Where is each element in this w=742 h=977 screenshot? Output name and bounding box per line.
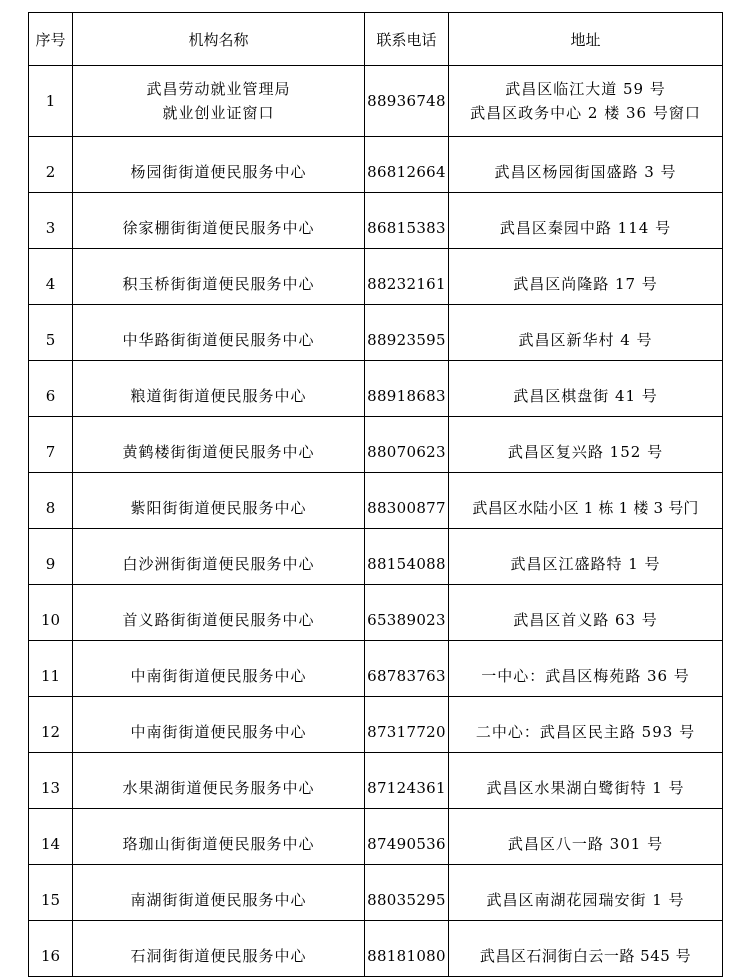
row-phone: 87317720 xyxy=(365,697,449,753)
row-name: 南湖街街道便民服务中心 xyxy=(73,865,365,921)
table-row xyxy=(29,249,723,305)
table-row xyxy=(29,66,723,137)
header-phone: 联系电话 xyxy=(365,13,449,66)
row-index: 12 xyxy=(29,697,73,753)
row-name: 徐家棚街街道便民服务中心 xyxy=(73,193,365,249)
row-address: 武昌区新华村 4 号 xyxy=(449,305,723,361)
row-name: 石洞街街道便民服务中心 xyxy=(73,921,365,977)
row-index: 9 xyxy=(29,529,73,585)
row-name: 紫阳街街道便民服务中心 xyxy=(73,473,365,529)
row-phone: 88154088 xyxy=(365,529,449,585)
table-row xyxy=(29,809,723,865)
row-index: 5 xyxy=(29,305,73,361)
row-phone: 87124361 xyxy=(365,753,449,809)
row-name-line: 武昌劳动就业管理局 xyxy=(146,80,291,98)
row-phone: 88035295 xyxy=(365,865,449,921)
row-address-line: 武昌区临江大道 59 号 xyxy=(505,80,666,98)
row-name: 中华路街街道便民服务中心 xyxy=(73,305,365,361)
row-address: 武昌区棋盘街 41 号 xyxy=(449,361,723,417)
row-name-line: 就业创业证窗口 xyxy=(162,104,275,122)
row-phone: 68783763 xyxy=(365,641,449,697)
row-phone: 88923595 xyxy=(365,305,449,361)
row-index: 16 xyxy=(29,921,73,977)
row-index: 11 xyxy=(29,641,73,697)
row-address: 武昌区杨园街国盛路 3 号 xyxy=(449,137,723,193)
row-address xyxy=(449,66,723,137)
row-address: 武昌区水陆小区 1 栋 1 楼 3 号门 xyxy=(449,473,723,529)
row-phone: 88181080 xyxy=(365,921,449,977)
row-address: 武昌区石洞街白云一路 545 号 xyxy=(449,921,723,977)
row-index: 10 xyxy=(29,585,73,641)
row-phone: 88232161 xyxy=(365,249,449,305)
row-phone: 65389023 xyxy=(365,585,449,641)
row-name: 中南街街道便民服务中心 xyxy=(73,641,365,697)
table-row xyxy=(29,529,723,585)
row-name: 首义路街街道便民服务中心 xyxy=(73,585,365,641)
table-row xyxy=(29,137,723,193)
table-row xyxy=(29,305,723,361)
row-phone: 87490536 xyxy=(365,809,449,865)
row-index: 4 xyxy=(29,249,73,305)
row-name: 白沙洲街街道便民服务中心 xyxy=(73,529,365,585)
row-name: 中南街街道便民服务中心 xyxy=(73,697,365,753)
row-name: 杨园街街道便民服务中心 xyxy=(73,137,365,193)
row-name: 粮道街街道便民服务中心 xyxy=(73,361,365,417)
table-row xyxy=(29,361,723,417)
row-name: 黄鹤楼街街道便民服务中心 xyxy=(73,417,365,473)
row-index: 2 xyxy=(29,137,73,193)
row-index: 7 xyxy=(29,417,73,473)
table-row xyxy=(29,417,723,473)
row-address: 武昌区南湖花园瑞安街 1 号 xyxy=(449,865,723,921)
table-header-row xyxy=(29,13,723,66)
table-row xyxy=(29,641,723,697)
row-address: 武昌区尚隆路 17 号 xyxy=(449,249,723,305)
table-row xyxy=(29,865,723,921)
table-row xyxy=(29,753,723,809)
row-address: 武昌区复兴路 152 号 xyxy=(449,417,723,473)
row-index: 6 xyxy=(29,361,73,417)
row-index: 15 xyxy=(29,865,73,921)
service-center-table xyxy=(28,12,723,977)
table-row xyxy=(29,921,723,977)
row-index: 8 xyxy=(29,473,73,529)
header-address: 地址 xyxy=(449,13,723,66)
row-index: 14 xyxy=(29,809,73,865)
row-address-line: 武昌区政务中心 2 楼 36 号窗口 xyxy=(470,104,701,122)
row-phone: 88300877 xyxy=(365,473,449,529)
table-row xyxy=(29,697,723,753)
row-name: 水果湖街道便民务服务中心 xyxy=(73,753,365,809)
table-row xyxy=(29,585,723,641)
header-name: 机构名称 xyxy=(73,13,365,66)
header-index: 序号 xyxy=(29,13,73,66)
row-index: 1 xyxy=(29,66,73,137)
table-row xyxy=(29,473,723,529)
table-row xyxy=(29,193,723,249)
row-name xyxy=(73,66,365,137)
row-address: 武昌区首义路 63 号 xyxy=(449,585,723,641)
row-address: 一中心：武昌区梅苑路 36 号 xyxy=(449,641,723,697)
row-address: 武昌区秦园中路 114 号 xyxy=(449,193,723,249)
row-address: 武昌区江盛路特 1 号 xyxy=(449,529,723,585)
row-phone: 88070623 xyxy=(365,417,449,473)
row-address: 武昌区水果湖白鹭街特 1 号 xyxy=(449,753,723,809)
row-address: 二中心：武昌区民主路 593 号 xyxy=(449,697,723,753)
row-address: 武昌区八一路 301 号 xyxy=(449,809,723,865)
row-phone: 86812664 xyxy=(365,137,449,193)
row-phone: 88918683 xyxy=(365,361,449,417)
row-phone: 86815383 xyxy=(365,193,449,249)
row-index: 3 xyxy=(29,193,73,249)
row-name: 积玉桥街街道便民服务中心 xyxy=(73,249,365,305)
row-name: 珞珈山街街道便民服务中心 xyxy=(73,809,365,865)
row-index: 13 xyxy=(29,753,73,809)
row-phone: 88936748 xyxy=(365,66,449,137)
